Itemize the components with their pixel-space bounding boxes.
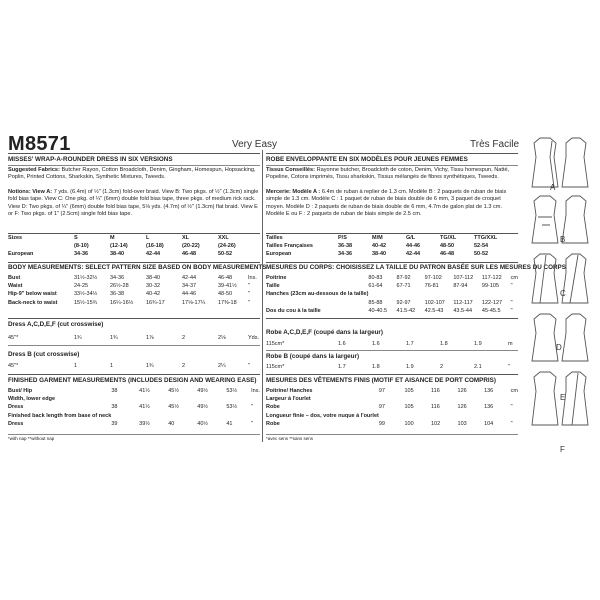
dress-sketch-e-front	[532, 314, 558, 361]
table-cell: 26½-28	[110, 283, 129, 290]
table-cell	[404, 412, 431, 420]
table-cell: 107-112	[453, 275, 474, 281]
table-row	[8, 403, 260, 411]
cell: 42-44	[146, 251, 161, 258]
table-cell	[168, 412, 197, 420]
table-row	[8, 362, 260, 370]
table-cell: Robe	[266, 420, 280, 427]
table-cell: 112-117	[453, 299, 473, 306]
table-cell: 17⅜-18	[218, 299, 237, 306]
table-cell: 2¼	[218, 363, 226, 369]
table-cell: 1.9	[406, 364, 414, 370]
notions-text-left: 7 yds. (6.4m) of ½" (1.3cm) fold-over braid. View B: Two pkgs. of ½" (1.3cm) single fold bias tape. View C: One pkg. of ¼" (6mm) double fold bias tape, three pkgs. of medium rick rack. View D: Two pkgs. of ¼" (6mm) double fold bias tape, 5⅛ yds. (4.7m) of ½" (1.3cm) flat braid. View E or F: Two pkgs. of 1" (2.5cm) single fold bias tape.	[8, 189, 259, 218]
table-cell: "	[248, 283, 250, 290]
fabrics-left	[8, 167, 260, 182]
table-row	[266, 387, 518, 395]
table-cell: 38-40	[146, 275, 161, 281]
cell: (16-18)	[146, 243, 164, 250]
table-cell: 105	[404, 404, 414, 411]
body-table-left	[8, 274, 260, 307]
table-cell: 34-36	[110, 275, 125, 281]
table-cell: 31½-32½	[74, 275, 98, 281]
cell: 46-48	[440, 251, 455, 258]
cell: XXL	[218, 235, 229, 241]
table-cell: 49½	[197, 404, 209, 411]
table-cell: Robe	[266, 404, 280, 411]
table-cell: 41.5-42	[396, 307, 416, 314]
robeA-table-right	[266, 340, 518, 348]
table-row	[8, 395, 260, 403]
cell: 50-52	[218, 251, 233, 258]
body-title-right: MESURES DU CORPS: CHOISISSEZ LA TAILLE DU PATRON BASÉE SUR LES MESURES DU CORPS	[266, 264, 566, 271]
table-cell: 42.5-43	[424, 307, 444, 314]
dress-sketch-a-wrap	[550, 141, 554, 187]
table-cell: Taille	[266, 283, 280, 290]
dressA-title-left: Dress A,C,D,E,F (cut crosswise)	[8, 321, 104, 328]
table-cell: Finished back length from base of neck	[8, 412, 112, 419]
sizes-row-left	[8, 234, 260, 242]
cell: (20-22)	[182, 243, 200, 250]
table-cell: 41½	[139, 404, 150, 411]
table-cell: 45½	[168, 388, 179, 394]
table-cell: Longueur finie – dos, votre nuque à l'ourlet	[266, 412, 379, 419]
table-cell	[511, 412, 518, 420]
notions-label-right: Mercerie: Modèle A :	[266, 189, 321, 195]
table-cell	[111, 395, 139, 403]
sizes-table-left	[8, 234, 260, 259]
table-cell: 1⅞	[146, 335, 154, 341]
table-cell: 1.8	[372, 364, 380, 370]
dress-sketches-svg	[522, 135, 598, 465]
table-row	[266, 412, 518, 420]
table-cell: 61-64	[368, 283, 383, 290]
table-cell: Poitrine/ Hanches	[266, 388, 313, 394]
table-cell: Yds.	[248, 335, 260, 341]
view-label-a: A	[550, 183, 556, 192]
table-cell: 45-45.5	[481, 307, 501, 314]
table-cell: 116	[431, 404, 440, 411]
dress-sketch-f-front	[532, 372, 558, 425]
table-cell: Bust	[8, 275, 21, 281]
fabrics-text-left: Butcher Rayon, Cotton Broadcloth, Denim, Gingham, Homespun, Hopsacking, Poplin, Printed Cottons, Sharkskin, Synthetic Mixtures, Tweeds.	[8, 167, 256, 181]
cell: TTG/XXL	[474, 235, 498, 241]
cell: European	[266, 251, 292, 258]
title-left: MISSES' WRAP-A-ROUNDER DRESS IN SIX VERSIONS	[8, 156, 173, 163]
dress-sketch-d-wrap	[570, 255, 578, 303]
table-cell: 1¾	[110, 335, 118, 341]
cell: 34-36	[74, 251, 89, 258]
table-cell	[404, 395, 431, 403]
table-cell: Hip-9" below waist	[8, 291, 57, 298]
cell: 48-50	[440, 243, 455, 250]
table-cell: 45½	[168, 404, 179, 411]
cell: 38-40	[372, 251, 387, 258]
table-cell: 43.5-44	[453, 307, 473, 314]
table-cell: 1.6	[338, 341, 346, 347]
table-cell: 87-94	[453, 283, 468, 290]
table-cell: 97	[378, 388, 385, 394]
table-cell: m	[508, 341, 513, 347]
table-cell: 53½	[226, 388, 238, 394]
table-cell	[458, 412, 485, 420]
cell: 42-44	[406, 251, 421, 258]
table-row	[266, 282, 518, 290]
fabrics-text-right: Rayonne butcher, Broadcloth de coton, Denim, Vichy, Tissu homespun, Natté, Popeline, Cotons imprimés, Tissu sharkskin, Tissus mélangés de fibres synthétiques, Tweeds.	[266, 167, 510, 181]
table-cell	[484, 395, 511, 403]
table-cell: 24-25	[74, 283, 89, 290]
table-cell: 2	[440, 364, 444, 370]
table-cell	[431, 412, 458, 420]
table-row	[266, 395, 518, 403]
fabrics-label-left: Suggested Fabrics:	[8, 167, 60, 173]
table-cell: Back-neck to waist	[8, 299, 58, 306]
table-cell: 1.9	[474, 341, 482, 347]
table-cell: "	[248, 363, 250, 369]
table-cell: 15½-15¾	[74, 299, 98, 306]
table-cell: 34-37	[182, 283, 197, 290]
table-cell: Dress	[8, 404, 24, 411]
table-cell: "	[251, 404, 254, 411]
table-cell: 40½	[197, 420, 209, 427]
table-cell: 76-81	[424, 283, 439, 290]
table-cell: Largeur à l'ourlet	[266, 396, 311, 403]
table-cell: 104	[484, 420, 494, 427]
cell: L	[146, 235, 150, 241]
cell: Tailles	[266, 235, 283, 241]
table-cell: "	[508, 364, 510, 370]
table-cell: "	[248, 291, 250, 298]
finished-table-right	[266, 387, 518, 428]
table-cell	[139, 412, 168, 420]
table-cell: 36-38	[110, 291, 125, 298]
dress-sketch-b-front	[532, 196, 558, 243]
table-cell: 1.6	[372, 341, 380, 347]
table-cell: 39-41½	[218, 283, 237, 290]
table-cell: 103	[457, 420, 467, 427]
table-row	[8, 274, 260, 282]
table-cell: Waist	[8, 283, 23, 290]
cell: (12-14)	[110, 243, 128, 250]
cell: 52-54	[474, 243, 489, 250]
table-row	[266, 403, 518, 411]
table-cell: Ins.	[251, 388, 260, 394]
table-cell: 45"*	[8, 363, 19, 369]
view-label-d: D	[556, 343, 562, 352]
cell: S	[74, 235, 78, 241]
dress-sketch-c-wrap	[540, 255, 546, 303]
cell: G/L	[406, 235, 416, 241]
table-cell	[266, 299, 368, 307]
table-cell	[139, 395, 168, 403]
sizes-row-right	[266, 234, 518, 242]
table-cell: 136	[484, 404, 494, 411]
table-cell: 2	[182, 363, 186, 369]
table-cell	[379, 412, 405, 420]
footnote-right: *avec sens **sans sens	[266, 436, 314, 441]
difficulty-left: Very Easy	[232, 139, 278, 150]
notions-label-left: Notions: View A:	[8, 189, 53, 195]
table-cell: 41	[226, 420, 233, 427]
cell: Tailles Françaises	[266, 243, 313, 250]
table-row	[266, 340, 518, 348]
table-cell: 53½	[226, 404, 238, 411]
table-cell: 30-32	[146, 283, 161, 290]
table-cell: 117-122	[481, 275, 502, 281]
table-cell: 115cm*	[266, 341, 285, 347]
fabrics-label-right: Tissus Conseillés:	[266, 167, 316, 173]
table-cell: cm	[510, 388, 518, 394]
dressB-title-left: Dress B (cut crosswise)	[8, 351, 80, 358]
cell: Sizes	[8, 235, 23, 241]
view-label-e: E	[560, 393, 566, 402]
cell: 50-52	[474, 251, 489, 258]
cell: M	[110, 235, 115, 241]
pattern-number-left: M8571	[8, 133, 71, 155]
table-cell: 115cm*	[266, 364, 285, 370]
table-row	[8, 299, 260, 307]
robeA-title-right: Robe A,C,D,E,F (coupé dans la largeur)	[266, 329, 383, 336]
table-cell: 2	[182, 335, 186, 341]
finished-title-left: FINISHED GARMENT MEASUREMENTS (INCLUDES DESIGN AND WEARING EASE)	[8, 377, 257, 384]
footnote-left: *with nap **without nap	[8, 436, 55, 441]
table-row	[8, 412, 260, 420]
dress-sketch-e-back	[562, 314, 588, 361]
table-cell	[458, 395, 485, 403]
table-cell: 102	[431, 420, 441, 427]
table-cell	[251, 412, 260, 420]
table-cell: 45"*	[8, 335, 19, 341]
table-cell: Bust/ Hip	[8, 388, 33, 394]
table-cell: Dress	[8, 420, 24, 427]
table-cell: 33½-34½	[74, 291, 98, 298]
view-label-c: C	[560, 289, 566, 298]
view-label-b: B	[560, 235, 566, 244]
table-row	[266, 420, 518, 428]
cell: European	[8, 251, 34, 258]
table-cell: 100	[404, 420, 414, 427]
table-row	[8, 290, 260, 298]
cell: 44-46	[406, 243, 421, 250]
table-cell	[484, 412, 511, 420]
body-title-left: BODY MEASUREMENTS: SELECT PATTERN SIZE BASED ON BODY MEASUREMENTS	[8, 264, 267, 271]
cell: 38-40	[110, 251, 125, 258]
difficulty-right: Très Facile	[470, 139, 520, 150]
table-cell: 97	[378, 404, 385, 411]
table-cell	[197, 412, 226, 420]
table-cell: 1¾	[146, 363, 154, 369]
cell: P/S	[338, 235, 347, 241]
table-cell: 44-46	[182, 291, 197, 298]
cell: (8-10)	[74, 243, 89, 250]
dress-sketch-f-wrap	[572, 373, 578, 425]
finished-table-left	[8, 387, 260, 428]
table-cell: 17⅛-17¼	[182, 299, 206, 306]
cell: XL	[182, 235, 190, 241]
table-cell: "	[251, 420, 254, 427]
table-cell: 102-107	[424, 299, 445, 306]
table-row	[266, 307, 518, 315]
french-row-right	[266, 242, 518, 250]
table-cell: 40-40.5	[368, 307, 388, 314]
table-cell: 46-48	[218, 275, 233, 281]
table-cell: 105	[404, 388, 414, 394]
table-cell: Hanches (23cm au-dessous de la taille)	[266, 291, 369, 298]
table-cell: 48-50	[218, 291, 233, 298]
table-cell: 99-105	[481, 283, 500, 290]
table-cell: Ins.	[248, 275, 257, 281]
table-cell	[397, 290, 425, 298]
table-cell: 99	[378, 420, 385, 427]
table-cell: 116	[431, 388, 440, 394]
table-row	[266, 363, 518, 371]
table-cell: 1.7	[406, 341, 414, 347]
table-cell	[226, 395, 251, 403]
table-cell: 92-97	[396, 299, 411, 306]
european-row-right	[266, 250, 518, 258]
table-cell: 80-83	[368, 275, 383, 281]
table-cell: 1	[74, 363, 78, 369]
cell: M/M	[372, 235, 383, 241]
finished-title-right: MESURES DES VÊTEMENTS FINIS (MOTIF ET AISANCE DE PORT COMPRIS)	[266, 377, 496, 384]
view-label-f: F	[560, 445, 565, 454]
dress-sketch-b-detail	[538, 217, 552, 225]
dressB-table-left	[8, 362, 260, 370]
table-cell: 126	[457, 388, 467, 394]
table-cell: "	[510, 299, 513, 306]
table-row	[8, 420, 260, 428]
table-cell: 40-42	[146, 291, 161, 298]
table-cell: "	[510, 404, 513, 411]
notions-left	[8, 189, 260, 219]
table-cell: 16¼-16½	[110, 299, 134, 306]
table-cell: 85-88	[368, 299, 383, 306]
table-cell: 97-102	[424, 275, 442, 281]
table-cell: "	[510, 283, 513, 290]
table-cell: 1.8	[440, 341, 448, 347]
view-sketches	[522, 135, 598, 465]
sizes-table-right	[266, 234, 518, 259]
table-cell: 42-44	[182, 275, 197, 281]
table-cell: 122-127	[481, 299, 503, 306]
european-row-left	[8, 250, 260, 258]
cell: 34-36	[338, 251, 353, 258]
table-cell: Poitrine	[266, 275, 287, 281]
notions-right	[266, 189, 518, 219]
table-cell	[511, 290, 518, 298]
table-cell	[431, 395, 458, 403]
table-row	[8, 387, 260, 395]
fabrics-right	[266, 167, 518, 182]
table-cell: 1¾	[74, 335, 82, 341]
table-cell	[111, 412, 139, 420]
table-cell: 38	[111, 404, 118, 411]
table-cell: Dos du cou à la taille	[266, 307, 321, 314]
table-row	[8, 334, 260, 342]
cell: 40-42	[372, 243, 387, 250]
table-cell	[168, 395, 197, 403]
table-cell	[251, 395, 260, 403]
table-cell: 41½	[139, 388, 150, 394]
table-cell	[453, 290, 482, 298]
table-cell: 40	[168, 420, 175, 427]
table-cell: "	[248, 299, 250, 306]
table-cell	[368, 290, 396, 298]
title-right: ROBE ENVELOPPANTE EN SIX MODÈLES POUR JEUNES FEMMES	[266, 156, 468, 163]
notions-text-right: 6.4m de ruban à replier de 1.3 cm. Modèle B : 2 paquets de ruban de biais simple de 1.3 cm. Modèle C : 1 paquet de ruban de biais double de 6 mm, 3 paquet de croquet moyen. Modèle D : 2 paquets de ruban de biais double de 6 mm, 4.7m de galon plat de 1.3 cm. Modèle E ou F : 2 paquets de ruban de biais simple de 2.5 cm.	[266, 189, 507, 218]
table-cell: 38	[111, 388, 118, 394]
table-cell: 39½	[139, 420, 150, 427]
cell: 36-38	[338, 243, 353, 250]
table-cell: 39	[111, 420, 118, 427]
table-cell: 16¾-17	[146, 299, 165, 306]
body-table-right	[266, 274, 518, 315]
robeB-table-right	[266, 363, 518, 371]
table-cell	[425, 290, 454, 298]
table-cell	[482, 290, 511, 298]
table-cell: "	[510, 307, 513, 314]
dress-sketch-a-front	[532, 138, 558, 187]
table-cell	[226, 412, 251, 420]
table-cell: 87-92	[396, 275, 411, 281]
table-cell: 2.1	[474, 364, 482, 370]
table-cell: 49½	[197, 388, 209, 394]
sizes-sub-row-left	[8, 242, 260, 250]
table-cell: 2⅛	[218, 335, 226, 341]
cell: 46-48	[182, 251, 197, 258]
table-cell: 126	[457, 404, 467, 411]
table-cell	[197, 395, 226, 403]
table-cell: "	[510, 420, 513, 427]
table-cell: 1.7	[338, 364, 346, 370]
cell: (24-26)	[218, 243, 236, 250]
table-cell	[511, 395, 518, 403]
table-cell: Width, lower edge	[8, 396, 56, 403]
table-row	[266, 299, 518, 307]
table-cell	[379, 395, 405, 403]
table-cell: cm	[510, 275, 518, 281]
dress-sketch-a-back	[562, 138, 588, 187]
dressA-table-left	[8, 334, 260, 342]
table-row	[266, 290, 518, 298]
table-cell: 67-71	[396, 283, 411, 290]
table-cell: 136	[484, 388, 494, 394]
cell: TG/XL	[440, 235, 457, 241]
table-cell: 1	[110, 363, 114, 369]
table-row	[8, 282, 260, 290]
robeB-title-right: Robe B (coupé dans la largeur)	[266, 353, 360, 360]
dress-sketch-b-back	[562, 196, 588, 243]
table-row	[266, 274, 518, 282]
